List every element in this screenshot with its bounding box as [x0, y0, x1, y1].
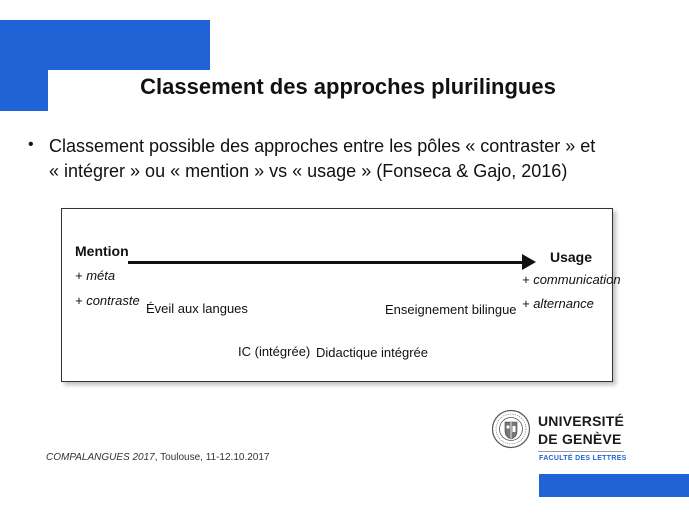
item-eveil-aux-langues: Éveil aux langues: [146, 301, 248, 316]
item-didactique-integree: Didactique intégrée: [316, 345, 429, 360]
bullet-marker: •: [28, 136, 34, 153]
footer: [46, 452, 269, 463]
logo-divider: [538, 451, 624, 452]
bullet-line-1: Classement possible des approches entre les pôles « contraster » et: [49, 136, 596, 156]
footer-details: , Toulouse, 11-12.10.2017: [154, 452, 270, 463]
logo-university-line1: UNIVERSITÉ: [538, 413, 625, 429]
footer-event: COMPALANGUES 2017: [46, 452, 155, 463]
bullet-line-2: « intégrer » ou « mention » vs « usage » (Fonseca & Gajo, 2016): [49, 161, 568, 181]
continuum-diagram: [61, 208, 621, 382]
logo-faculty: FACULTÉ DES LETTRES: [539, 455, 627, 462]
university-seal-icon: [491, 409, 531, 449]
logo-university-line2: DE GENÈVE: [538, 431, 622, 447]
mention-meta: + méta: [75, 268, 116, 283]
bottom-accent-block: [539, 474, 689, 497]
usage-alternance: + alternance: [522, 296, 594, 311]
arrow-head-icon: [522, 254, 536, 270]
slide-title: Classement des approches plurilingues: [140, 74, 556, 99]
item-enseignement-bilingue: Enseignement bilingue: [385, 302, 517, 317]
continuum-arrow-line: [128, 261, 528, 264]
item-ic-integree: IC (intégrée): [238, 344, 311, 359]
bullet-text: [49, 134, 659, 184]
usage-communication: + communication: [522, 272, 621, 287]
mention-contraste: + contraste: [75, 293, 140, 308]
pole-mention: Mention: [75, 243, 129, 259]
pole-usage: Usage: [550, 249, 593, 265]
